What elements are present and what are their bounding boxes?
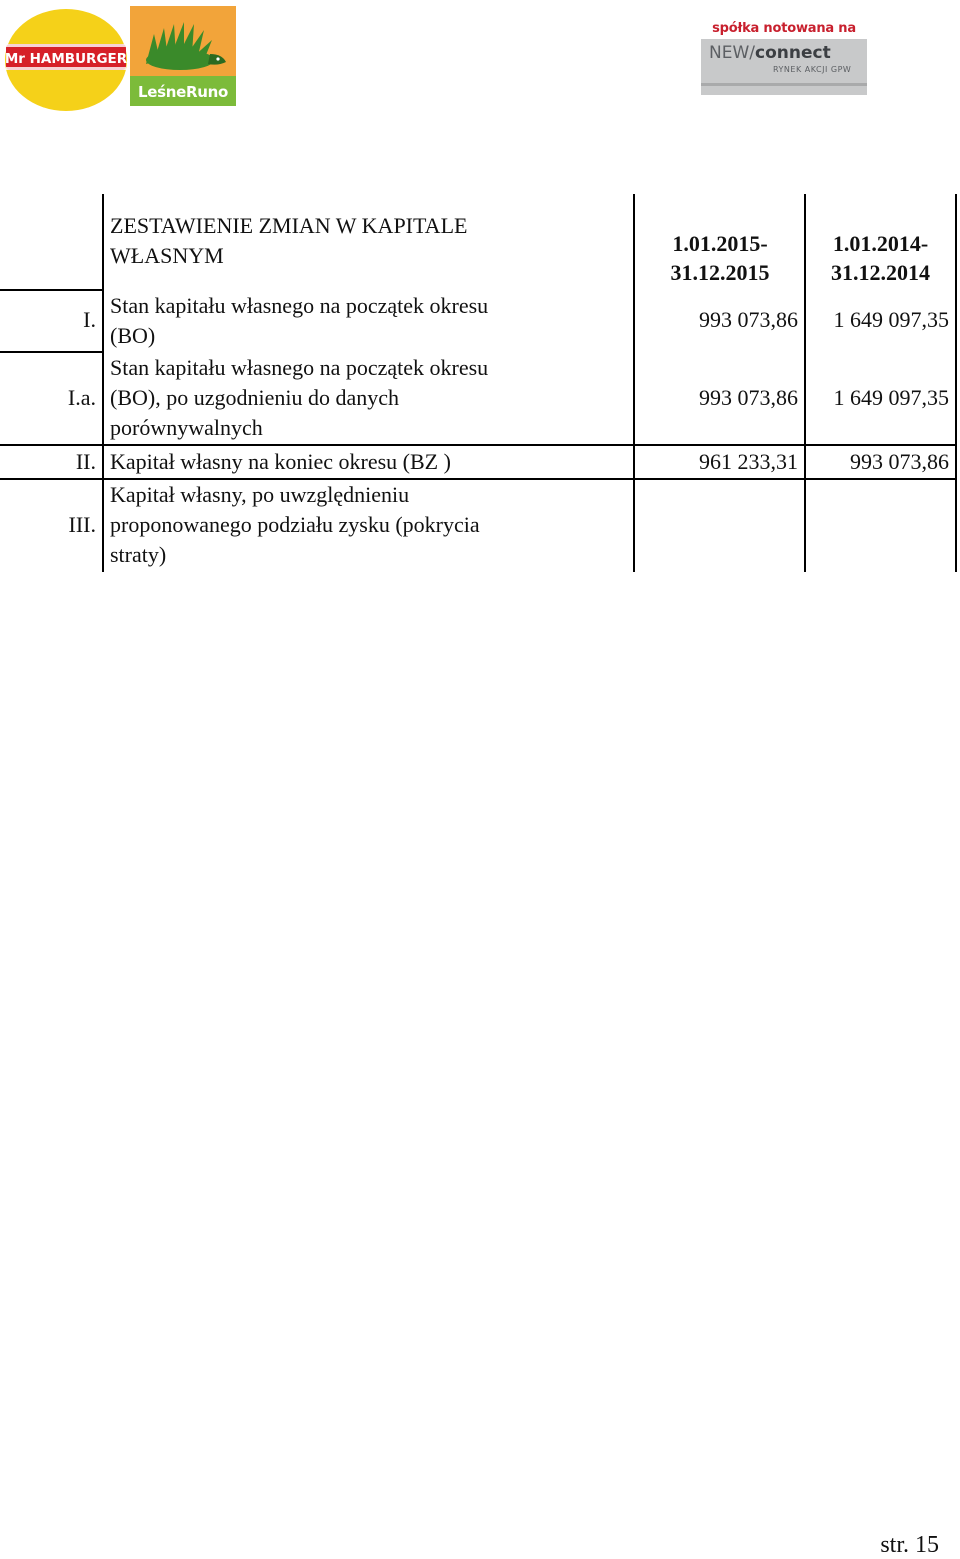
lesne-runo-logo-text: LeśneRuno (137, 83, 229, 101)
mr-hamburger-logo-text: Mr HAMBURGER (4, 51, 128, 67)
hedgehog-icon (136, 14, 230, 74)
row-number: I.a. (67, 385, 96, 410)
page-number: str. 15 (880, 1532, 939, 1558)
row-label: Kapitał własny, po uwzględnieniu (110, 482, 410, 507)
row-number: III. (68, 512, 96, 537)
newconnect-logo-sub: RYNEK AKCJI GPW (773, 65, 852, 74)
newconnect-logo-box (701, 39, 867, 95)
table-rule-vertical (102, 194, 104, 572)
row-number: II. (75, 449, 96, 474)
table-rule-vertical (955, 194, 957, 572)
table-rule-horizontal (0, 444, 957, 446)
table-rule-horizontal (0, 289, 102, 291)
row-value-2015: 993 073,86 (699, 307, 798, 332)
row-label: Kapitał własny na koniec okresu (BZ ) (110, 449, 451, 474)
statement-title: WŁASNYM (110, 243, 224, 268)
column-header-2014: 31.12.2014 (831, 260, 930, 285)
row-label: porównywalnych (110, 415, 263, 440)
row-number: I. (83, 307, 96, 332)
row-label: (BO) (110, 323, 156, 348)
newconnect-logo-new: NEW/ (709, 43, 755, 63)
row-label: proponowanego podziału zysku (pokrycia (110, 512, 480, 537)
newconnect-logo-top-text: spółka notowana na (712, 21, 856, 36)
statement-title: ZESTAWIENIE ZMIAN W KAPITALE (110, 213, 468, 238)
row-label: Stan kapitału własnego na początek okresu (110, 293, 489, 318)
lesne-runo-logo (130, 6, 236, 106)
column-header-2015: 1.01.2015- (672, 231, 768, 256)
row-label: Stan kapitału własnego na początek okresu (110, 355, 489, 380)
row-label: (BO), po uzgodnieniu do danych (110, 385, 399, 410)
newconnect-logo (701, 19, 867, 95)
newconnect-logo-main (709, 43, 831, 63)
table-rule-vertical (633, 194, 635, 572)
mr-hamburger-logo (4, 8, 128, 112)
row-value-2014: 993 073,86 (850, 449, 949, 474)
row-label: straty) (110, 542, 167, 567)
column-header-2014: 1.01.2014- (832, 231, 929, 256)
newconnect-logo-connect: connect (755, 43, 831, 63)
row-value-2014: 1 649 097,35 (833, 385, 949, 410)
row-value-2014: 1 649 097,35 (833, 307, 949, 332)
column-header-2015: 31.12.2015 (670, 260, 770, 285)
equity-changes-statement (0, 194, 960, 572)
row-value-2015: 961 233,31 (699, 449, 798, 474)
mr-hamburger-logo-graphic (4, 8, 128, 112)
newconnect-logo-stripe (701, 83, 867, 86)
row-value-2015: 993 073,86 (699, 385, 798, 410)
table-rule-horizontal (0, 351, 102, 353)
